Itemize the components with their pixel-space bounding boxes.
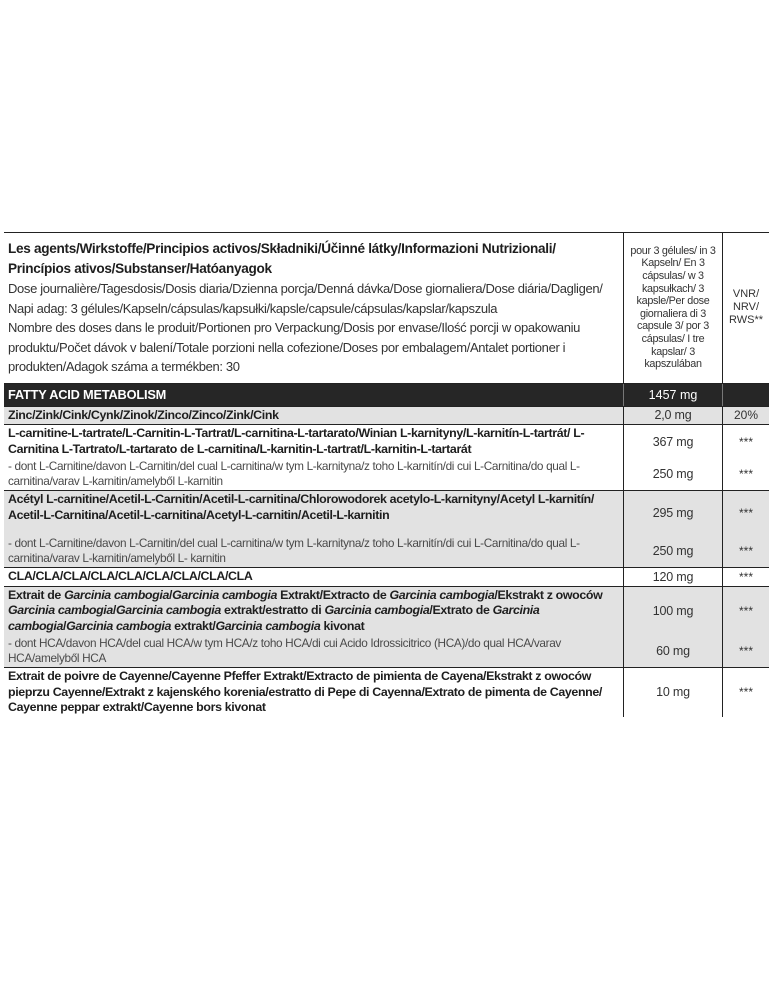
ingredient-name: Extrait de Garcinia cambogia/Garcinia cambogia Extrakt/Extracto de Garcinia cambogia/Ekstrakt z owoców Garcinia cambogia/Garcinia cambogia extrakt/estratto di Garcinia cambogia/Extrato de Garcinia cambogia/Garcinia cambogia extrakt/Garcinia cambogia kivonat <box>4 587 624 636</box>
ingredient-amount: 120 mg <box>624 568 723 586</box>
ingredient-nrv: *** <box>738 685 753 700</box>
ingredient-name: CLA/CLA/CLA/CLA/CLA/CLA/CLA/CLA/CLA <box>4 568 624 586</box>
header-description <box>4 233 624 383</box>
per-dose-header: pour 3 gélules/ in 3 Kapseln/ En 3 cápsulas/ w 3 kapsułkach/ 3 kapsle/Per dose giornaliera di 3 capsule 3/ por 3 cápsulas/ I tre kapslar/ 3 kapszulában <box>624 233 723 383</box>
ingredient-nrv: *** <box>738 434 753 449</box>
table-row <box>4 491 769 568</box>
ingredient-sub: - dont L-Carnitine/davon L-Carnitin/del cual L-carnitina/w tym L-karnityna/z toho L-karnitín/di cui L-Carnitina/do qual L-carnitina/varav L-karnitin/amelyből L-karnitin <box>4 458 624 490</box>
ingredient-amount: 295 mg <box>624 491 723 535</box>
nrv-header: VNR/ NRV/ RWS** <box>728 288 764 327</box>
ingredient-name: Extrait de poivre de Cayenne/Cayenne Pfeffer Extrakt/Extracto de pimienta de Cayena/Ekstrakt z owoców pieprzu Cayenne/Extrakt z kajenského korenia/estratto di Pepe di Cayenna/Extrato de pimenta de Cayenne/ Cayenne peppar extrakt/Cayenne bors kivonat <box>4 668 624 717</box>
ingredient-amount: 100 mg <box>624 587 723 636</box>
section-amount: 1457 mg <box>624 384 723 406</box>
table-row <box>4 668 769 717</box>
ingredient-nrv: 20% <box>733 408 759 423</box>
ingredient-sub-nrv: *** <box>738 544 753 558</box>
ingredient-sub-amount: 60 mg <box>624 635 723 667</box>
header-title: Les agents/Wirkstoffe/Principios activos/Składniki/Účinné látky/Informazioni Nutrizionali/ Princípios ativos/Substanser/Hatóanyagok <box>8 241 556 276</box>
ingredient-sub-nrv: *** <box>738 644 753 658</box>
section-row <box>4 384 769 407</box>
section-nrv <box>723 384 769 406</box>
ingredient-amount: 10 mg <box>624 668 723 717</box>
ingredient-nrv: *** <box>738 603 753 618</box>
ingredient-name: Zinc/Zink/Cink/Cynk/Zinok/Zinco/Zinco/Zink/Cink <box>4 407 624 425</box>
ingredient-name: L-carnitine-L-tartrate/L-Carnitin-L-Tartrat/L-carnitina-L-tartarato/Winian L-karnityny/L-karnitín-L-tartrát/ L-Carnitina L-Tartrato/L-tartarato de L-carnitina/L-karnitin-L-tartrat/L-karnitin-L-tartarát <box>4 425 624 458</box>
ingredient-amount: 2,0 mg <box>624 407 723 425</box>
ingredient-sub: - dont L-Carnitine/davon L-Carnitin/del cual L-carnitina/w tym L-karnityna/z toho L-karnitín/di cui L-Carnitina/do qual L-carnitina/varav L-karnitin/amelyből L- karnitin <box>4 535 624 567</box>
ingredient-sub: - dont HCA/davon HCA/del cual HCA/w tym HCA/z toho HCA/di cui Acido Idrossicitrico (HCA)/do qual HCA/varav HCA/amelyből HCA <box>4 635 624 667</box>
daily-dose-text: Dose journalière/Tagesdosis/Dosis diaria/Dzienna porcja/Denná dávka/Dose giornaliera/Dose diária/Dagligen/ Napi adag: 3 gélules/Kapseln/cápsulas/kapsułki/kapsle/capsule/cápsulas/kapslar/kapszula <box>8 281 603 316</box>
nutrition-table <box>4 232 769 717</box>
servings-text: Nombre des doses dans le produit/Portionen pro Verpackung/Dosis por envase/Ilość porcji w opakowaniu produktu/Počet dávok v balení/Totale porzioni nella cofezione/Doses por embalagem/Antalet portioner i produkten/Adagok száma a termékben: 30 <box>8 320 581 374</box>
ingredient-sub-nrv: *** <box>738 467 753 481</box>
ingredient-amount: 367 mg <box>624 425 723 458</box>
section-label: FATTY ACID METABOLISM <box>4 384 624 406</box>
ingredient-name: Acétyl L-carnitine/Acetil-L-Carnitin/Acetil-L-carnitina/Chlorowodorek acetylo-L-karnityny/Acetyl L-karnitín/ Acetil-L-Carnitina/Acetil-L-carnitina/Acetyl-L-carnitin/Acetil-L-karnitin <box>4 491 624 535</box>
ingredient-nrv: *** <box>738 506 753 520</box>
ingredient-nrv: *** <box>738 569 753 584</box>
table-row <box>4 407 769 426</box>
table-row <box>4 425 769 491</box>
table-header <box>4 232 769 384</box>
table-row <box>4 568 769 587</box>
ingredient-sub-amount: 250 mg <box>624 458 723 490</box>
ingredient-sub-amount: 250 mg <box>624 535 723 567</box>
table-row <box>4 587 769 669</box>
